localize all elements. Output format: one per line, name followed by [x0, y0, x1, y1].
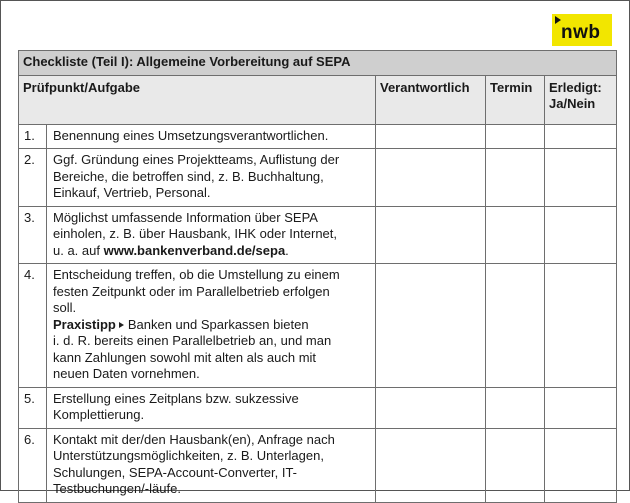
- table-row: [19, 149, 617, 207]
- cell-responsible: [376, 264, 486, 388]
- row-task: Benennung eines Umsetzungsverantwortlichen.: [47, 124, 376, 149]
- logo-text: nwb: [561, 22, 601, 43]
- cell-deadline: [486, 124, 545, 149]
- cell-done: [545, 387, 617, 428]
- checklist-title: Checkliste (Teil I): Allgemeine Vorbereitung auf SEPA: [19, 51, 617, 76]
- cell-done: [545, 264, 617, 388]
- cell-deadline: [486, 149, 545, 207]
- column-header-deadline: Termin: [486, 75, 545, 124]
- row-number: 2.: [19, 149, 47, 207]
- cell-done: [545, 206, 617, 264]
- triangle-arrow-icon: [119, 322, 124, 328]
- table-row: [19, 124, 617, 149]
- row-number: 3.: [19, 206, 47, 264]
- row-task: Ggf. Gründung eines Projektteams, Auflistung der Bereiche, die betroffen sind, z. B. Buchhaltung, Einkauf, Vertrieb, Personal.: [47, 149, 376, 207]
- cell-responsible: [376, 387, 486, 428]
- cell-responsible: [376, 149, 486, 207]
- table-row: [19, 264, 617, 388]
- row-task: Kontakt mit der/den Hausbank(en), Anfrage nach Unterstützungsmöglichkeiten, z. B. Unterlagen, Schulungen, SEPA-Account-Converter, IT- Testbuchungen/-läufe.: [47, 428, 376, 502]
- checklist-table: [18, 50, 617, 503]
- row-number: 5.: [19, 387, 47, 428]
- practice-tip-label: Praxistipp: [53, 316, 116, 332]
- row-number: 4.: [19, 264, 47, 388]
- row-number: 6.: [19, 428, 47, 502]
- cell-deadline: [486, 206, 545, 264]
- practice-tip: Praxistipp Banken und Sparkassen bieten: [53, 316, 309, 332]
- cell-done: [545, 149, 617, 207]
- cell-deadline: [486, 387, 545, 428]
- column-header-done: Erledigt: Ja/Nein: [545, 75, 617, 124]
- column-header-responsible: Verantwortlich: [376, 75, 486, 124]
- row-task: Möglichst umfassende Information über SEPA einholen, z. B. über Hausbank, IHK oder Internet, u. a. auf www.bankenverband.de/sepa.: [47, 206, 376, 264]
- table-row: [19, 387, 617, 428]
- table-row: [19, 206, 617, 264]
- bankenverband-link[interactable]: www.bankenverband.de/sepa: [103, 242, 286, 258]
- nwb-logo: [552, 14, 612, 46]
- row-task: Entscheidung treffen, ob die Umstellung zu einem festen Zeitpunkt oder im Parallelbetrieb erfolgen soll. Praxistipp Banken und Sparkassen bieten i. d. R. bereits einen Parallelbetrieb an, und man kann Zahlungen sowohl mit alten als auch mit neuen Daten vornehmen.: [47, 264, 376, 388]
- cell-done: [545, 124, 617, 149]
- cell-deadline: [486, 264, 545, 388]
- column-header-task: Prüfpunkt/Aufgabe: [19, 75, 376, 124]
- row-number: 1.: [19, 124, 47, 149]
- cell-responsible: [376, 206, 486, 264]
- row-task: Erstellung eines Zeitplans bzw. sukzessive Komplettierung.: [47, 387, 376, 428]
- cell-responsible: [376, 124, 486, 149]
